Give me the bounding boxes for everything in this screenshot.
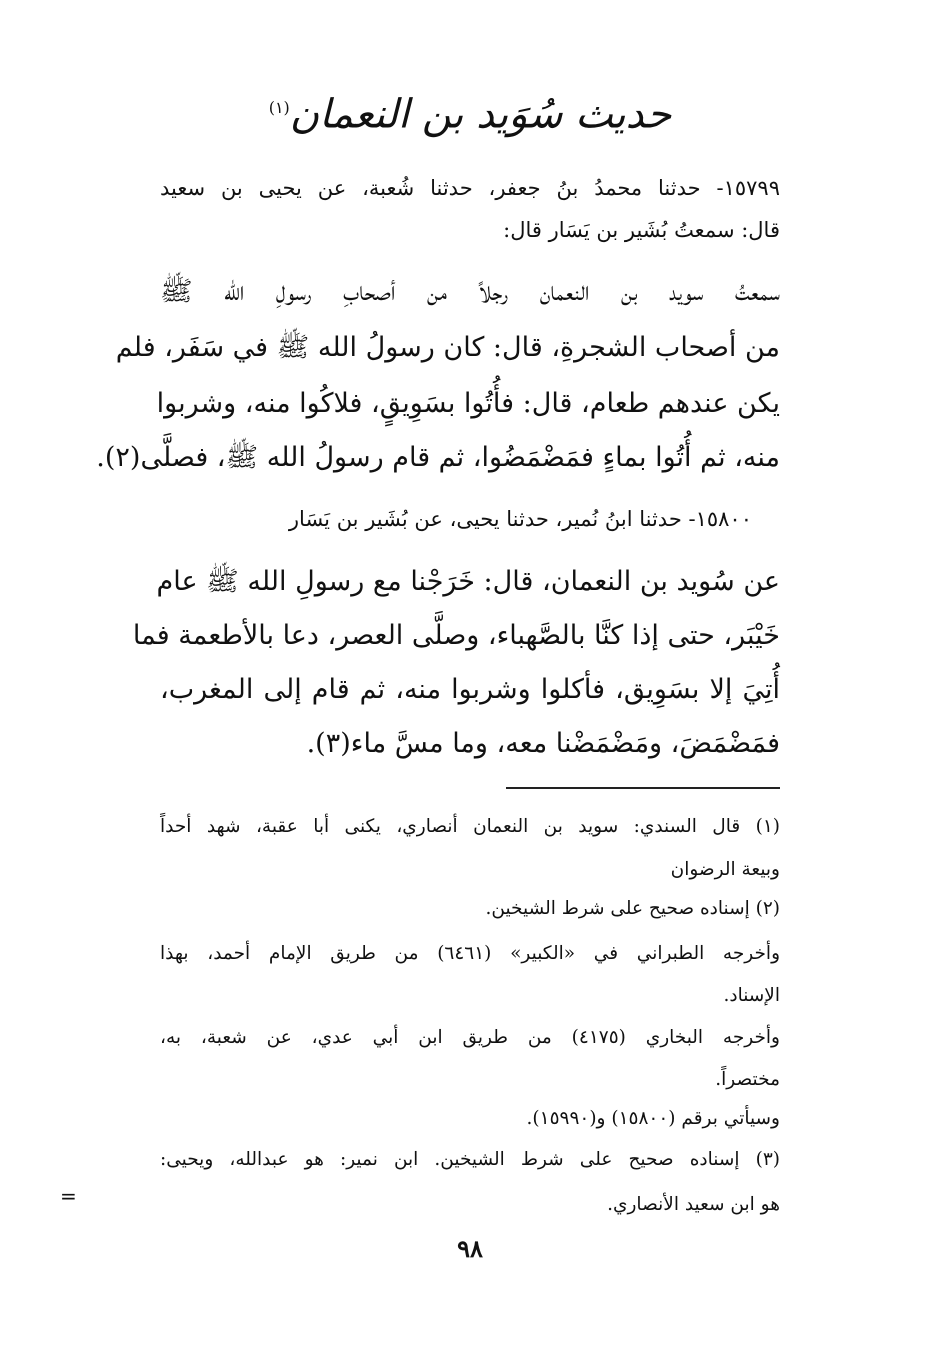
matn-line: من أصحاب الشجرةِ، قال: كان رسولُ الله ﷺ في سَفَر، فلم [115, 332, 780, 363]
footnote-line: وسيأتي برقم (١٥٨٠٠) و(١٥٩٩٠). [526, 1108, 780, 1129]
footnote-line: وبيعة الرضوان [670, 859, 780, 880]
matn-line: فمَضْمَضَ، ومَضْمَضْنا معه، وما مسَّ ماء(٣). [306, 728, 780, 759]
footnote-line: (١) قال السندي: سويد بن النعمان أنصاري، يكنى أبا عقبة، شهد أحداً [160, 816, 780, 837]
title-text: حديث سُوَيد بن النعمان [289, 91, 672, 138]
title-footnote-marker: (١) [268, 98, 290, 117]
footnote-line: هو ابن سعيد الأنصاري. [607, 1194, 780, 1215]
matn-line: عن سُويد بن النعمان، قال: خَرَجْنا مع رسولِ الله ﷺ عام [156, 566, 780, 597]
continuation-mark: = [60, 1184, 77, 1208]
isnad-line: قال: سمعتُ بُشَير بن يَسَار قال: [503, 218, 780, 242]
footnote-line: وأخرجه الطبراني في «الكبير» (٦٤٦١) من طريق الإمام أحمد، بهذا [160, 943, 780, 964]
matn-line: يكن عندهم طعام، قال: فأُتُوا بسَوِيقٍ، فلاكُوا منه، وشربوا [156, 388, 780, 419]
footnote-line: (٢) إسناده صحيح على شرط الشيخين. [485, 898, 780, 919]
page-number: ٩٨ [457, 1234, 483, 1263]
footnote-line: وأخرجه البخاري (٤١٧٥) من طريق ابن أبي عدي، عن شعبة، به، [160, 1027, 780, 1048]
isnad-line: ١٥٧٩٩- حدثنا محمدُ بنُ جعفر، حدثنا شُعبة، عن يحيى بن سعيد [160, 176, 780, 200]
footnote-line: الإسناد. [723, 985, 780, 1006]
footnote-separator [506, 787, 780, 789]
footnote-line: (٣) إسناده صحيح على شرط الشيخين. ابن نمير: هو عبدالله، ويحيى: [160, 1149, 780, 1170]
matn-line: خَيْبَر، حتى إذا كنَّا بالصَّهباء، وصلَّى العصر، دعا بالأطعمة فما [132, 620, 780, 651]
matn-line: أُتِيَ إلا بسَوِيق، فأكلوا وشربوا منه، ثم قام إلى المغرب، [160, 674, 780, 705]
footnote-line: مختصراً. [715, 1069, 780, 1090]
matn-line: منه، ثم أُتُوا بماءٍ فمَضْمَضُوا، ثم قام رسولُ الله ﷺ، فصلَّى(٢). [96, 442, 780, 473]
isnad-line: ١٥٨٠٠- حدثنا ابنُ نُمير، حدثنا يحيى، عن بُشَير بن يَسَار [288, 507, 752, 531]
matn-line: سمعتُ سويد بن النعمان رجلاً من أصحابِ رسولِ الله ﷺ [160, 276, 780, 307]
page-title [0, 78, 940, 144]
